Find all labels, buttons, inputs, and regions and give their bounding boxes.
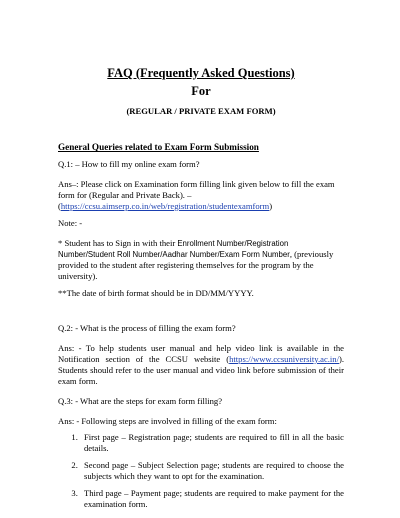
q2-question: Q.2: - What is the process of filling the exam form? [58, 323, 236, 333]
steps-list [58, 432, 344, 510]
page-for: For [191, 84, 211, 98]
q1-note-1 [58, 238, 344, 282]
list-item: 1. First page – Registration page; students are required to fill in all the basic details. [80, 432, 344, 454]
section-heading: General Queries related to Exam Form Submission [58, 142, 259, 152]
q3-question: Q.3: - What are the steps for exam form filling? [58, 396, 223, 406]
q1-link-close: ) [269, 201, 273, 211]
list-item: 2. Second page – Subject Selection page; students are required to choose the subjects which they want to opt for the examination. [80, 460, 344, 482]
list-item: 3. Third page – Payment page; students are required to make payment for the examination form. [80, 488, 344, 510]
q2-answer-end: ). Students should refer to the user manual and video link before submission of their exam form. [58, 354, 344, 386]
q1-link-open: ( [58, 201, 61, 211]
exam-form-link[interactable]: https://ccsu.aimserp.co.in/web/registration/studentexamform [60, 201, 270, 211]
q2-answer-start: Ans: - To help students user manual and help video link is available in the Notification section of the CCSU website ( [58, 343, 344, 364]
q2-answer [58, 343, 344, 387]
note-1-fields: Enrollment Number/Registration Number/Student Roll Number/Aadhar Number/Exam Form Number [58, 239, 290, 259]
note-1-end: , (previously provided to the student after registering themselves for the program by the university). [58, 249, 334, 281]
q1-answer-text: Ans–: Please click on Examination form filling link given below to fill the exam form for (Regular and Private Back). – [58, 179, 335, 200]
q3-answer: Ans: - Following steps are involved in filling of the exam form: [58, 416, 277, 426]
q1-note-2: **The date of birth format should be in DD/MM/YYYY. [58, 288, 254, 298]
page-title: FAQ (Frequently Asked Questions) [107, 66, 295, 80]
note-1-start: * Student has to Sign in with their [58, 238, 178, 248]
q1-note-label: Note: - [58, 218, 83, 228]
page-subtitle: (REGULAR / PRIVATE EXAM FORM) [126, 106, 276, 116]
q1-question: Q.1: – How to fill my online exam form? [58, 159, 200, 169]
ccsu-website-link[interactable]: https://www.ccsuniversity.ac.in/ [229, 354, 339, 364]
q1-answer [58, 179, 344, 212]
